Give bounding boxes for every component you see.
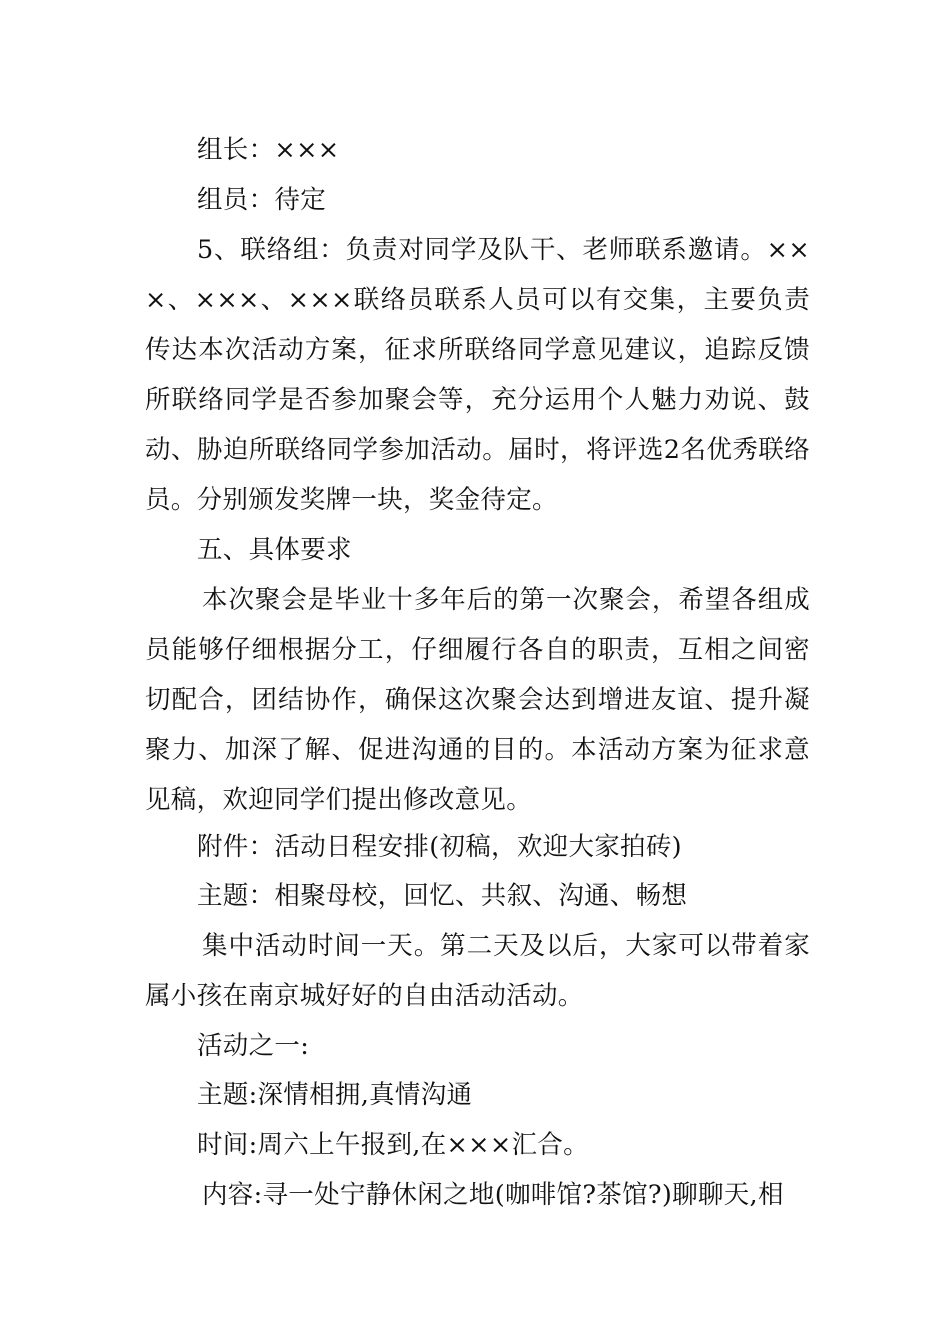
- paragraph-theme: 主题：相聚母校，回忆、共叙、沟通、畅想: [197, 881, 688, 911]
- paragraph-activity-one: 活动之一:: [197, 1031, 310, 1061]
- paragraph-activity-time: 集中活动时间一天。第二天及以后，大家可以带着家属小孩在南京城好好的自由活动活动。: [145, 931, 810, 1011]
- paragraph-group-members: 组员：待定: [197, 185, 327, 215]
- heading-specific-requirements: 五、具体要求: [197, 535, 352, 565]
- paragraph-activity-schedule: 时间:周六上午报到,在×××汇合。: [197, 1130, 589, 1160]
- paragraph-activity-theme: 主题:深情相拥,真情沟通: [197, 1080, 473, 1110]
- paragraph-attachment: 附件：活动日程安排(初稿，欢迎大家拍砖): [197, 832, 682, 862]
- paragraph-group-leader: 组长：×××: [197, 135, 340, 165]
- paragraph-activity-content: 内容:寻一处宁静休闲之地(咖啡馆?茶馆?)聊聊天,相: [202, 1180, 784, 1210]
- paragraph-requirements-body: 本次聚会是毕业十多年后的第一次聚会，希望各组成员能够仔细根据分工，仔细履行各自的职责，互相之间密切配合，团结协作，确保这次聚会达到增进友谊、提升凝聚力、加深了解、促进沟通的目的。本活动方案为征求意见稿，欢迎同学们提出修改意见。: [145, 585, 810, 815]
- paragraph-liaison-group: 5、联络组：负责对同学及队干、老师联系邀请。×××、×××、×××联络员联系人员可以有交集，主要负责传达本次活动方案，征求所联络同学意见建议，追踪反馈所联络同学是否参加聚会等，充分运用个人魅力劝说、鼓动、胁迫所联络同学参加活动。届时，将评选2名优秀联络员。分别颁发奖牌一块，奖金待定。: [145, 235, 810, 515]
